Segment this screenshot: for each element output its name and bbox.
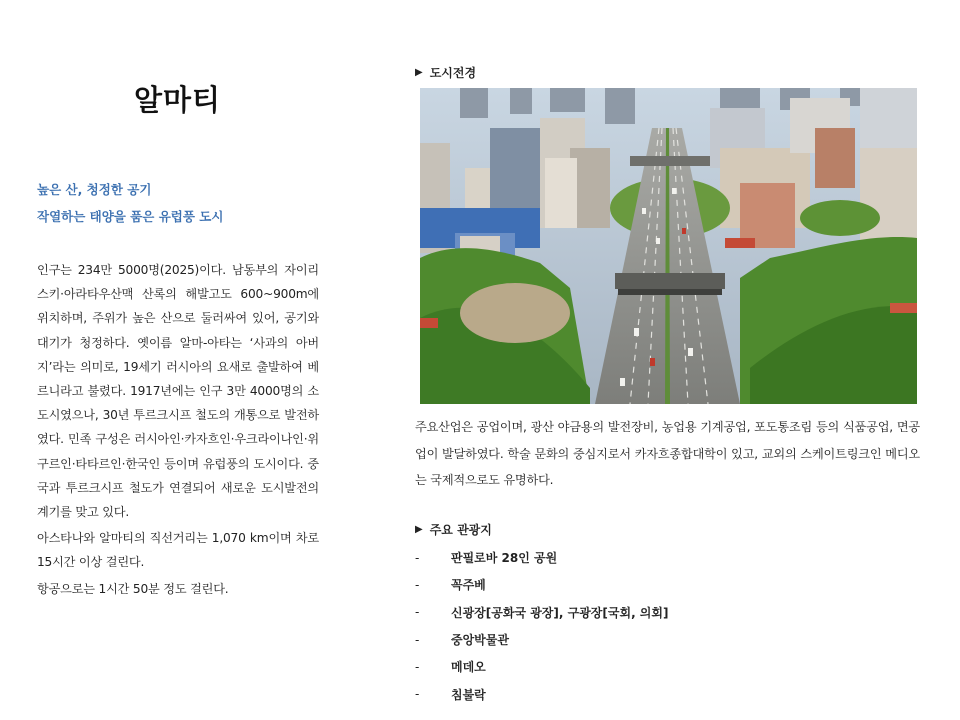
attraction-label: 메데오	[451, 660, 486, 675]
attraction-label: 판필로바 28인 공원	[451, 551, 558, 566]
attractions-heading-label: 주요 관광지	[429, 523, 492, 537]
dash-marker: -	[415, 550, 420, 565]
attraction-label: 꼭주베	[451, 578, 486, 593]
city-view-heading-label: 도시전경	[429, 66, 477, 80]
list-item	[415, 544, 915, 571]
description-paragraph-1: 인구는 234만 5000명(2025)이다. 남동부의 자이리스키·아라타우산맥 산록의 해발고도 600~900m에 위치하며, 주위가 높은 산으로 둘러싸여 있어, 공기와 대기가 청정하다. 옛이름 알마-아타는 ‘사과의 아버지’라는 의미로, 19세기 러시아의 요새로 출발하여 베르니라고 불렸다. 1917년에는 인구 3만 4000명의 소도시였으나, 30년 투르크시프 철도의 개통으로 발전하였다. 민족 구성은 러시아인·카자흐인·우크라이나인·위구르인·타타르인·한국인 등이며 유럽풍의 도시이다. 중국과 투르크시프 철도가 연결되어 새로운 도시발전의 계기를 맞고 있다.	[37, 263, 319, 520]
subtitle-1: 높은 산, 청정한 공기	[37, 182, 152, 197]
subtitle-2: 작열하는 태양을 품은 유럽풍 도시	[37, 209, 224, 224]
list-item	[415, 653, 915, 680]
description-paragraph-2: 아스타나와 알마티의 직선거리는 1,070 km이며 차로 15시간 이상 걸린다.	[37, 531, 319, 570]
dash-marker: -	[415, 577, 420, 592]
subtitle-block	[37, 176, 337, 230]
dash-marker: -	[415, 632, 420, 647]
list-item	[415, 599, 915, 626]
triangle-right-icon: ▶	[415, 67, 423, 78]
triangle-right-icon: ▶	[415, 524, 423, 535]
attraction-label: 중앙박물관	[451, 633, 509, 648]
attraction-label: 침불락	[451, 687, 486, 702]
description-text	[37, 258, 319, 601]
dash-marker: -	[415, 659, 420, 674]
industry-text: 주요산업은 공업이며, 광산 야금용의 발전장비, 농업용 기계공업, 포도통조림 등의 식품공업, 면공업이 발달하였다. 학술 문화의 중심지로서 카자흐종합대학이 있고, 교외의 스케이트링크인 메디오는 국제적으로도 유명하다.	[415, 420, 920, 487]
city-view-heading	[415, 64, 476, 81]
description-paragraph-3: 항공으로는 1시간 50분 정도 걸린다.	[37, 581, 229, 596]
page-title: 알마티	[133, 83, 222, 117]
list-item	[415, 626, 915, 653]
list-item	[415, 571, 915, 598]
city-panorama-photo	[420, 88, 917, 404]
attraction-label: 신광장[공화국 광장], 구광장[국회, 의회]	[451, 605, 669, 620]
dash-marker: -	[415, 687, 420, 702]
dash-marker: -	[415, 605, 420, 620]
list-item	[415, 680, 915, 707]
attractions-heading	[415, 521, 492, 538]
attractions-list	[415, 544, 915, 708]
